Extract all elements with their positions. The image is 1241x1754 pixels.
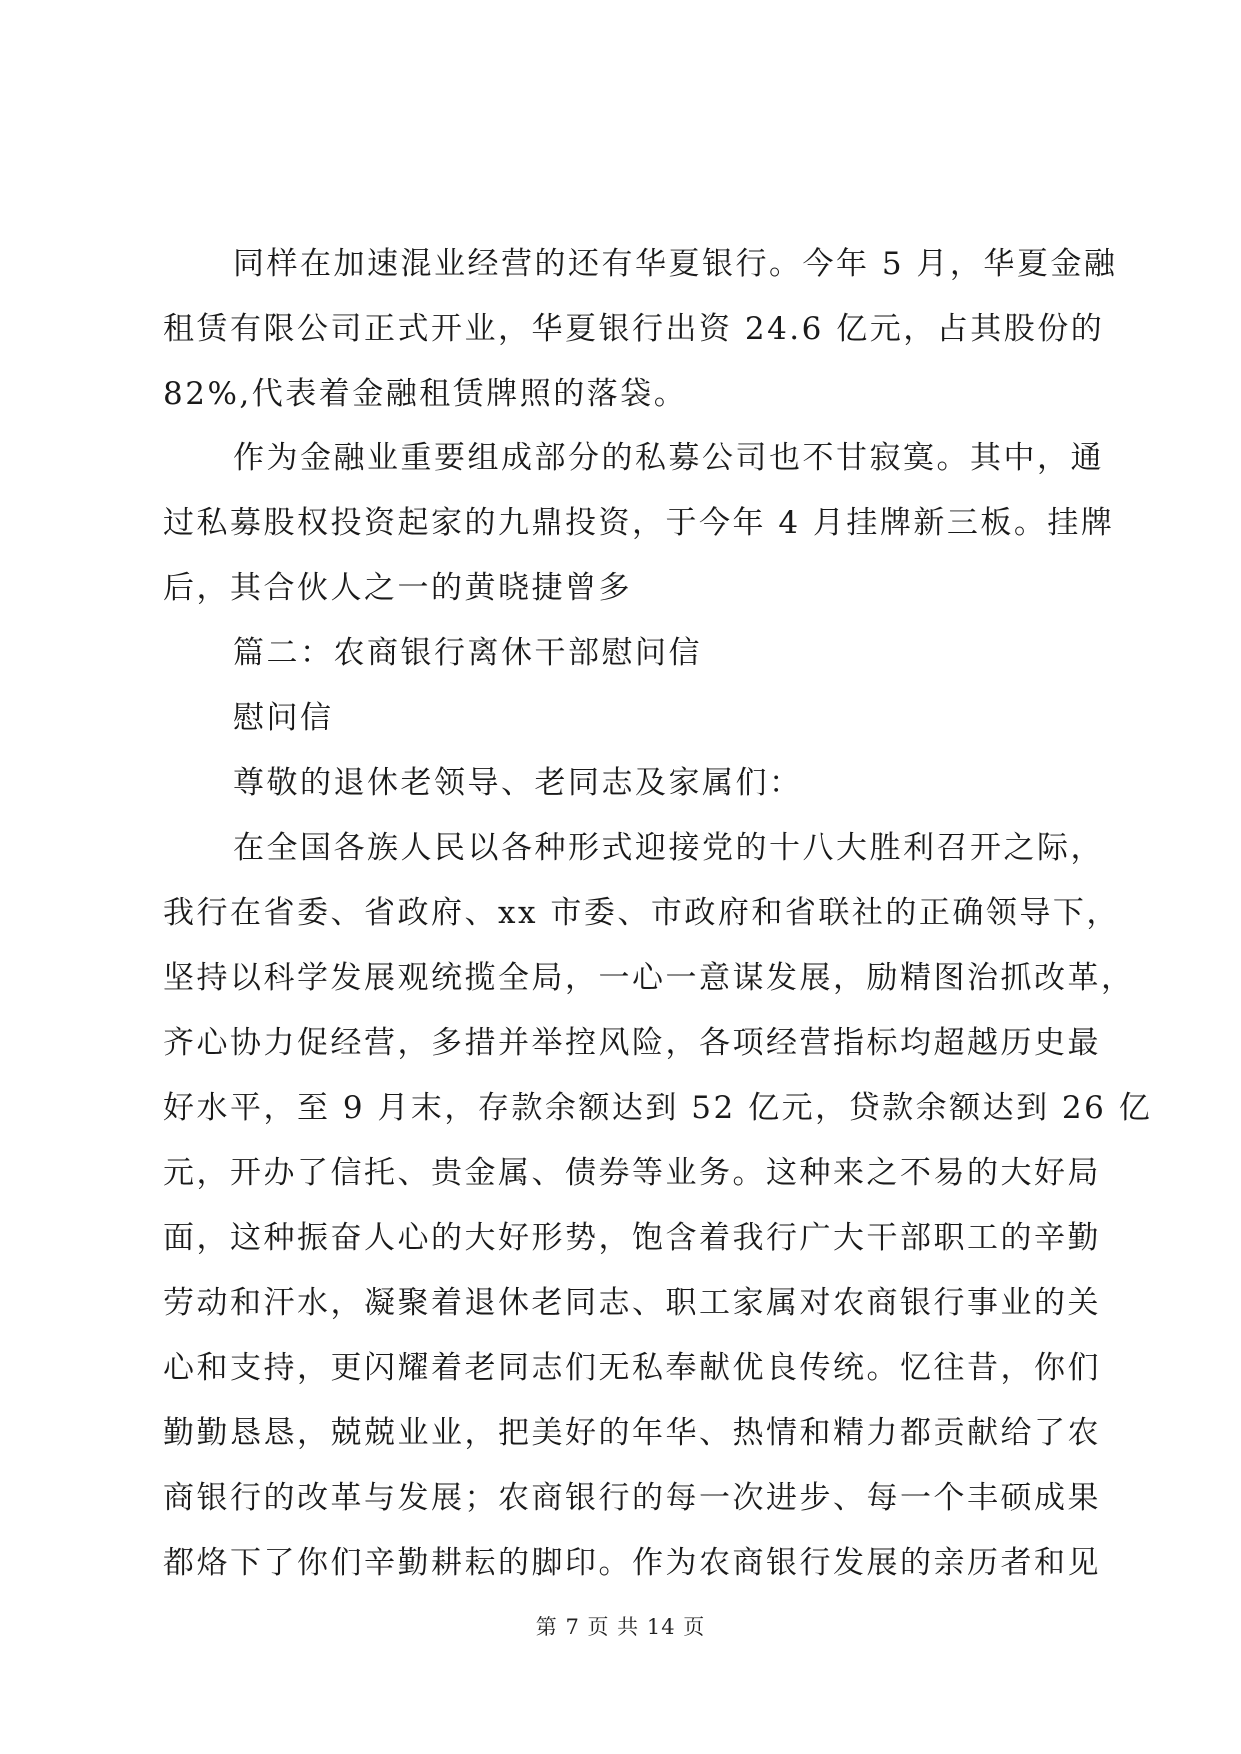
section-heading: 篇二：农商银行离休干部慰问信 <box>233 635 702 671</box>
text-line: 齐心协力促经营，多措并举控风险，各项经营指标均超越历史最 <box>163 1025 1101 1061</box>
text-line: 在全国各族人民以各种形式迎接党的十八大胜利召开之际， <box>233 830 1104 866</box>
text-line: 82%,代表着金融租赁牌照的落袋。 <box>163 376 688 412</box>
text-line: 作为金融业重要组成部分的私募公司也不甘寂寞。其中，通 <box>233 440 1104 476</box>
letter-title: 慰问信 <box>233 700 334 736</box>
page-number-footer: 第 7 页 共 14 页 <box>535 1615 706 1639</box>
text-line: 坚持以科学发展观统揽全局，一心一意谋发展，励精图治抓改革， <box>163 960 1135 996</box>
text-line: 过私募股权投资起家的九鼎投资，于今年 4 月挂牌新三板。挂牌 <box>163 505 1115 541</box>
text-line: 都烙下了你们辛勤耕耘的脚印。作为农商银行发展的亲历者和见 <box>163 1545 1101 1581</box>
text-line: 劳动和汗水，凝聚着退休老同志、职工家属对农商银行事业的关 <box>163 1285 1101 1321</box>
text-line: 后，其合伙人之一的黄晓捷曾多 <box>163 570 632 606</box>
text-line: 租赁有限公司正式开业，华夏银行出资 24.6 亿元，占其股份的 <box>163 311 1105 347</box>
text-line: 商银行的改革与发展；农商银行的每一次进步、每一个丰硕成果 <box>163 1480 1101 1516</box>
text-line: 心和支持，更闪耀着老同志们无私奉献优良传统。忆往昔，你们 <box>163 1350 1101 1386</box>
text-line: 同样在加速混业经营的还有华夏银行。今年 5 月，华夏金融 <box>233 246 1118 282</box>
text-line: 好水平，至 9 月末，存款余额达到 52 亿元，贷款余额达到 26 亿 <box>163 1090 1153 1126</box>
text-line: 我行在省委、省政府、xx 市委、市政府和省联社的正确领导下， <box>163 895 1120 931</box>
text-line: 元，开办了信托、贵金属、债券等业务。这种来之不易的大好局 <box>163 1155 1101 1191</box>
text-line: 面，这种振奋人心的大好形势，饱含着我行广大干部职工的辛勤 <box>163 1220 1101 1256</box>
letter-salutation: 尊敬的退休老领导、老同志及家属们： <box>233 765 803 801</box>
text-line: 勤勤恳恳，兢兢业业，把美好的年华、热情和精力都贡献给了农 <box>163 1415 1101 1451</box>
